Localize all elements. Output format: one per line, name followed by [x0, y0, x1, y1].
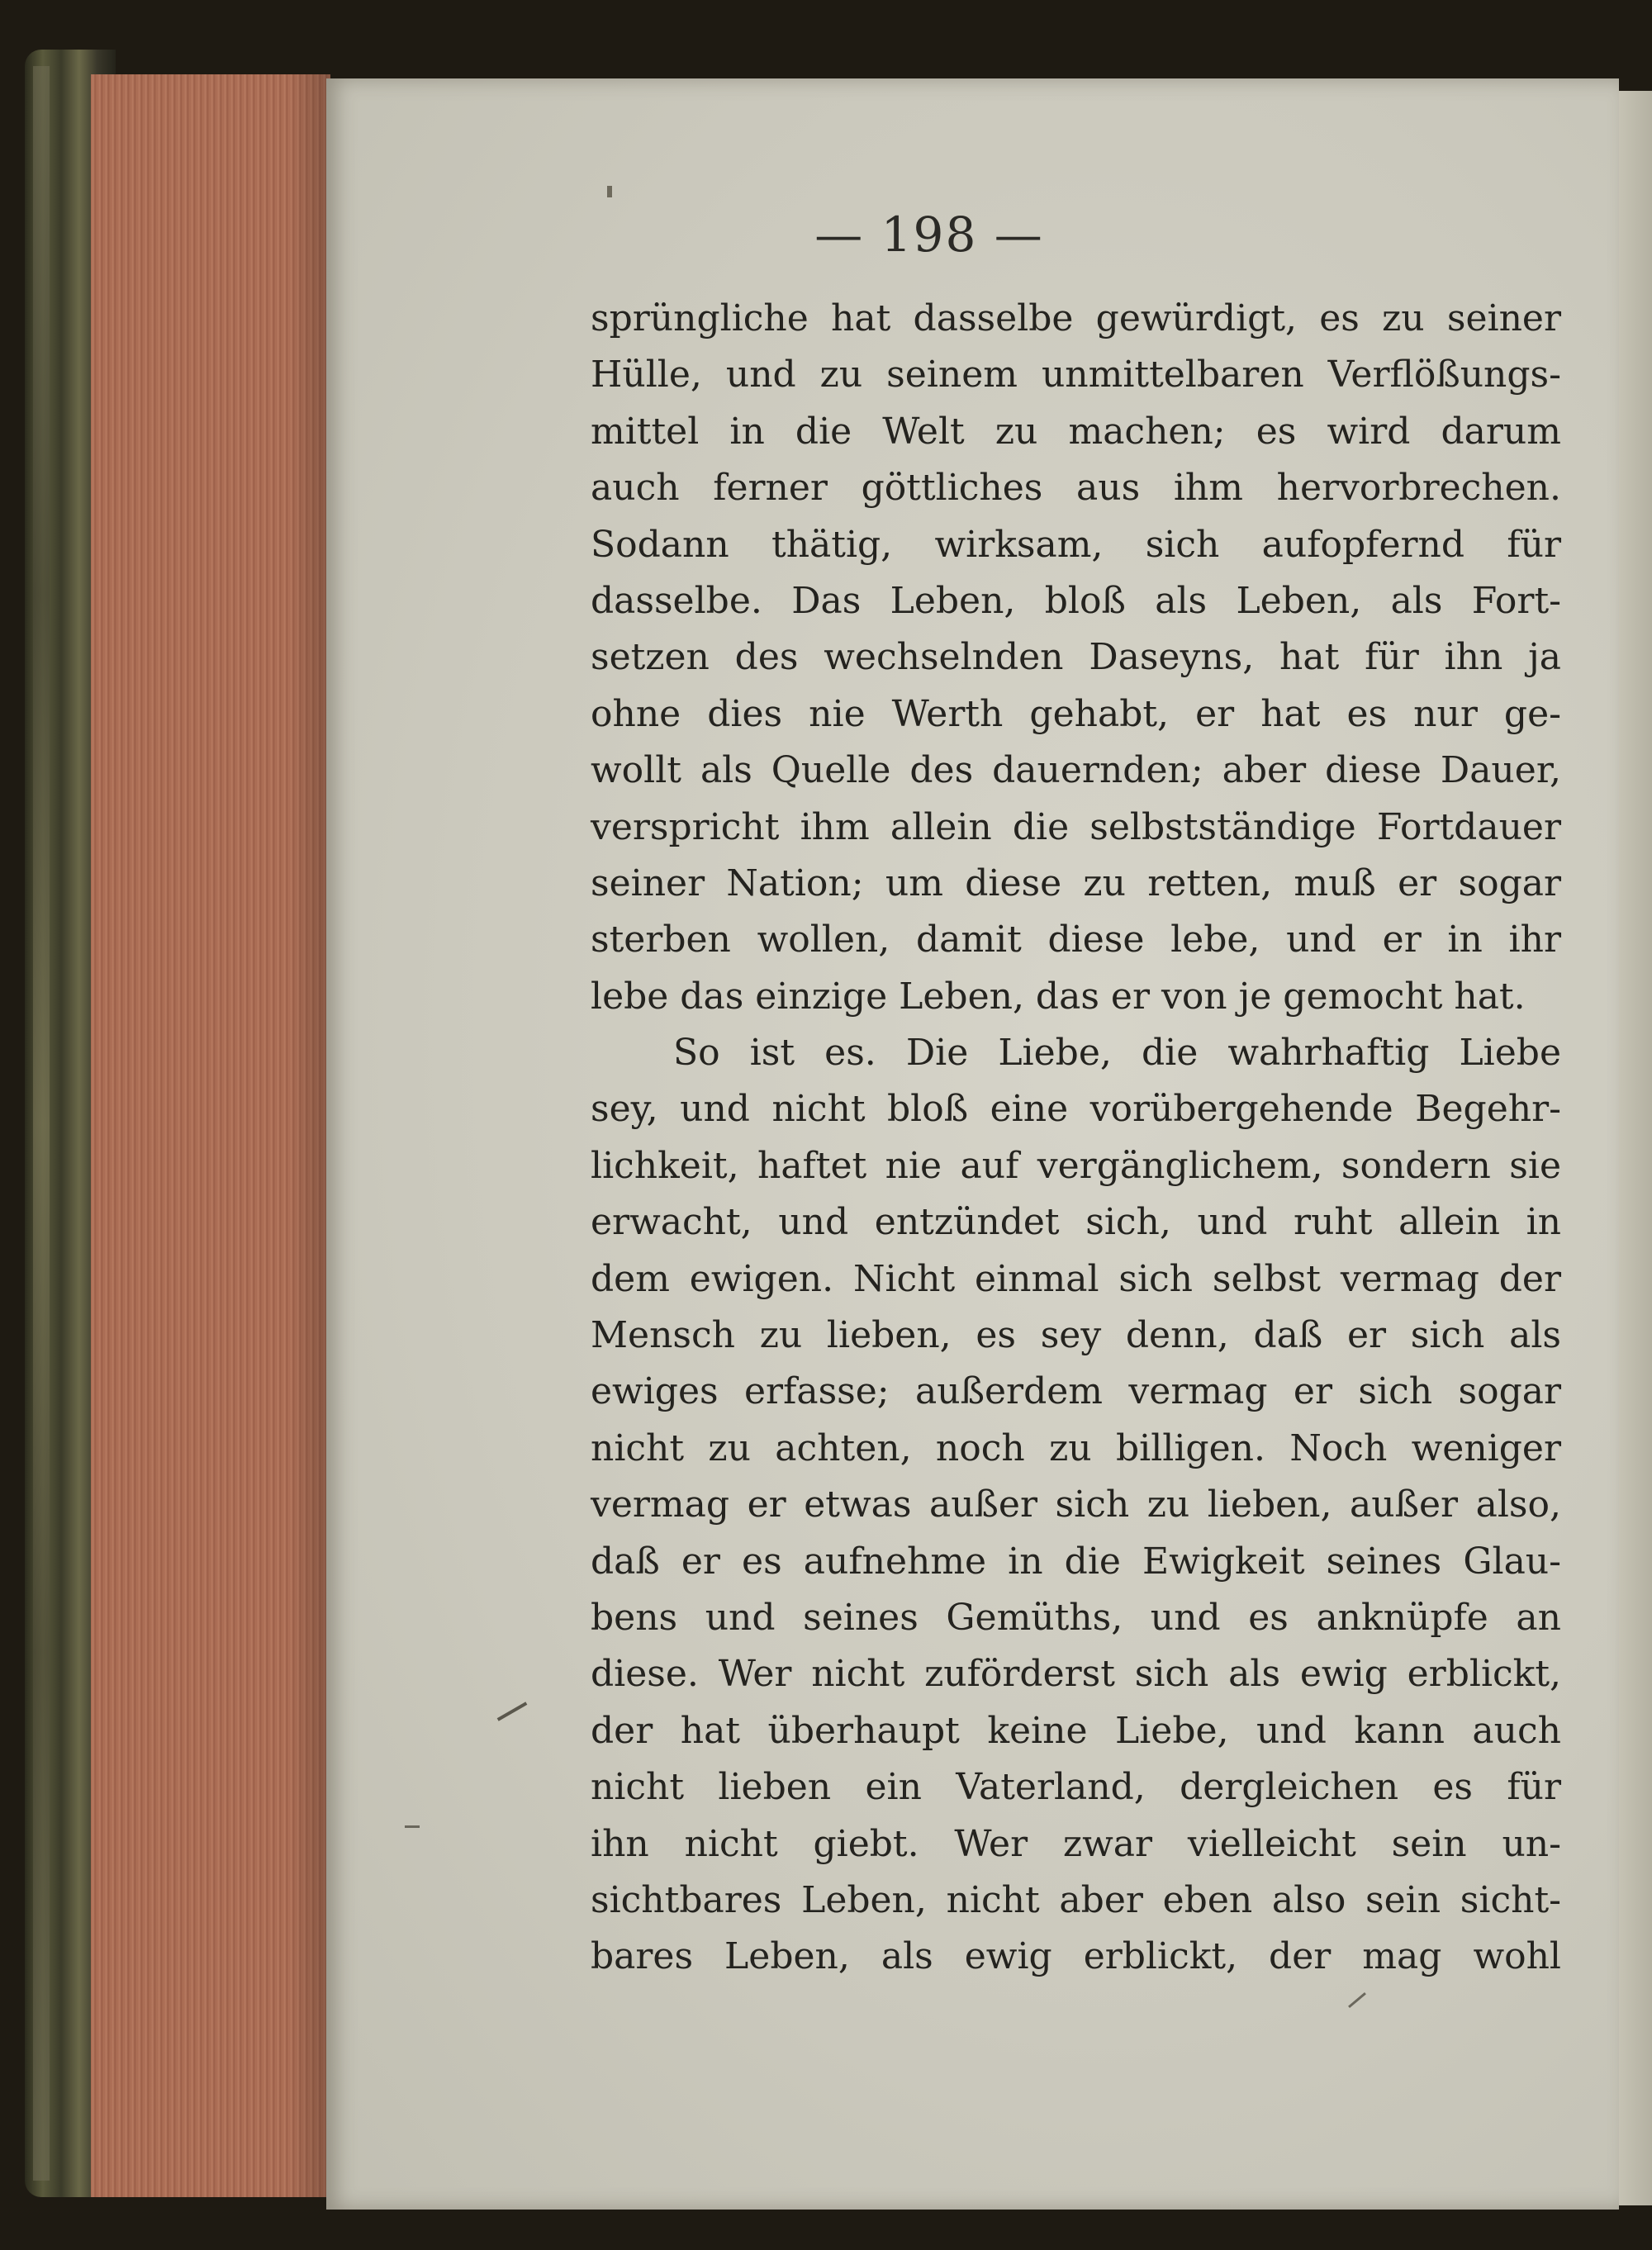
- text-line: Hülle, und zu seinem unmittelbaren Verflößungs-: [591, 354, 1561, 396]
- text-line: mittel in die Welt zu machen; es wird darum: [591, 410, 1561, 453]
- text-line: ohne dies nie Werth gehabt, er hat es nur ge-: [591, 692, 1561, 735]
- text-line: diese. Wer nicht zuförderst sich als ewig erblickt,: [591, 1653, 1561, 1696]
- text-line: erwacht, und entzündet sich, und ruht allein in: [591, 1201, 1561, 1244]
- text-line: lichkeit, haftet nie auf vergänglichem, sondern sie: [591, 1144, 1561, 1187]
- text-line: bens und seines Gemüths, und es anknüpfe an: [591, 1596, 1561, 1639]
- text-line: sprüngliche hat dasselbe gewürdigt, es zu seiner: [591, 297, 1561, 339]
- text-line: setzen des wechselnden Daseyns, hat für ihn ja: [591, 636, 1561, 679]
- text-line: So ist es. Die Liebe, die wahrhaftig Liebe: [673, 1032, 1561, 1075]
- text-line: Mensch zu lieben, es sey denn, daß er sich als: [591, 1314, 1561, 1357]
- text-line: wollt als Quelle des dauernden; aber diese Dauer,: [591, 749, 1561, 792]
- body-text: [591, 291, 1561, 1986]
- text-line: bares Leben, als ewig erblickt, der mag wohl: [591, 1935, 1561, 1978]
- text-line: dem ewigen. Nicht einmal sich selbst vermag der: [591, 1257, 1561, 1300]
- text-line: der hat überhaupt keine Liebe, und kann auch: [591, 1709, 1561, 1752]
- page-number: — 198 —: [814, 206, 1044, 263]
- text-line: dasselbe. Das Leben, bloß als Leben, als Fort-: [591, 579, 1561, 622]
- text-line: verspricht ihm allein die selbstständige Fortdauer: [591, 805, 1561, 848]
- cover-marbling: [33, 66, 50, 2181]
- text-line: ihn nicht giebt. Wer zwar vielleicht sein un-: [591, 1822, 1561, 1865]
- text-line: nicht zu achten, noch zu billigen. Noch weniger: [591, 1426, 1561, 1469]
- text-line: sichtbares Leben, nicht aber eben also sein sicht-: [591, 1878, 1561, 1921]
- text-line: sey, und nicht bloß eine vorübergehende Begehr-: [591, 1088, 1561, 1131]
- text-line: lebe das einzige Leben, das er von je gemocht hat.: [591, 975, 1526, 1018]
- pencil-mark: [405, 1825, 420, 1828]
- text-line: daß er es aufnehme in die Ewigkeit seines Glau-: [591, 1540, 1561, 1583]
- text-line: nicht lieben ein Vaterland, dergleichen es für: [591, 1766, 1561, 1809]
- pencil-mark: [607, 186, 612, 197]
- page-edges-shadow: [289, 74, 330, 2197]
- text-line: ewiges erfasse; außerdem vermag er sich sogar: [591, 1370, 1561, 1413]
- text-line: Sodann thätig, wirksam, sich aufopfernd für: [591, 523, 1561, 566]
- text-line: seiner Nation; um diese zu retten, muß er sogar: [591, 862, 1561, 904]
- text-line: vermag er etwas außer sich zu lieben, außer also,: [591, 1483, 1561, 1526]
- text-line: auch ferner göttliches aus ihm hervorbrechen.: [591, 467, 1561, 510]
- text-line: sterben wollen, damit diese lebe, und er in ihr: [591, 919, 1561, 961]
